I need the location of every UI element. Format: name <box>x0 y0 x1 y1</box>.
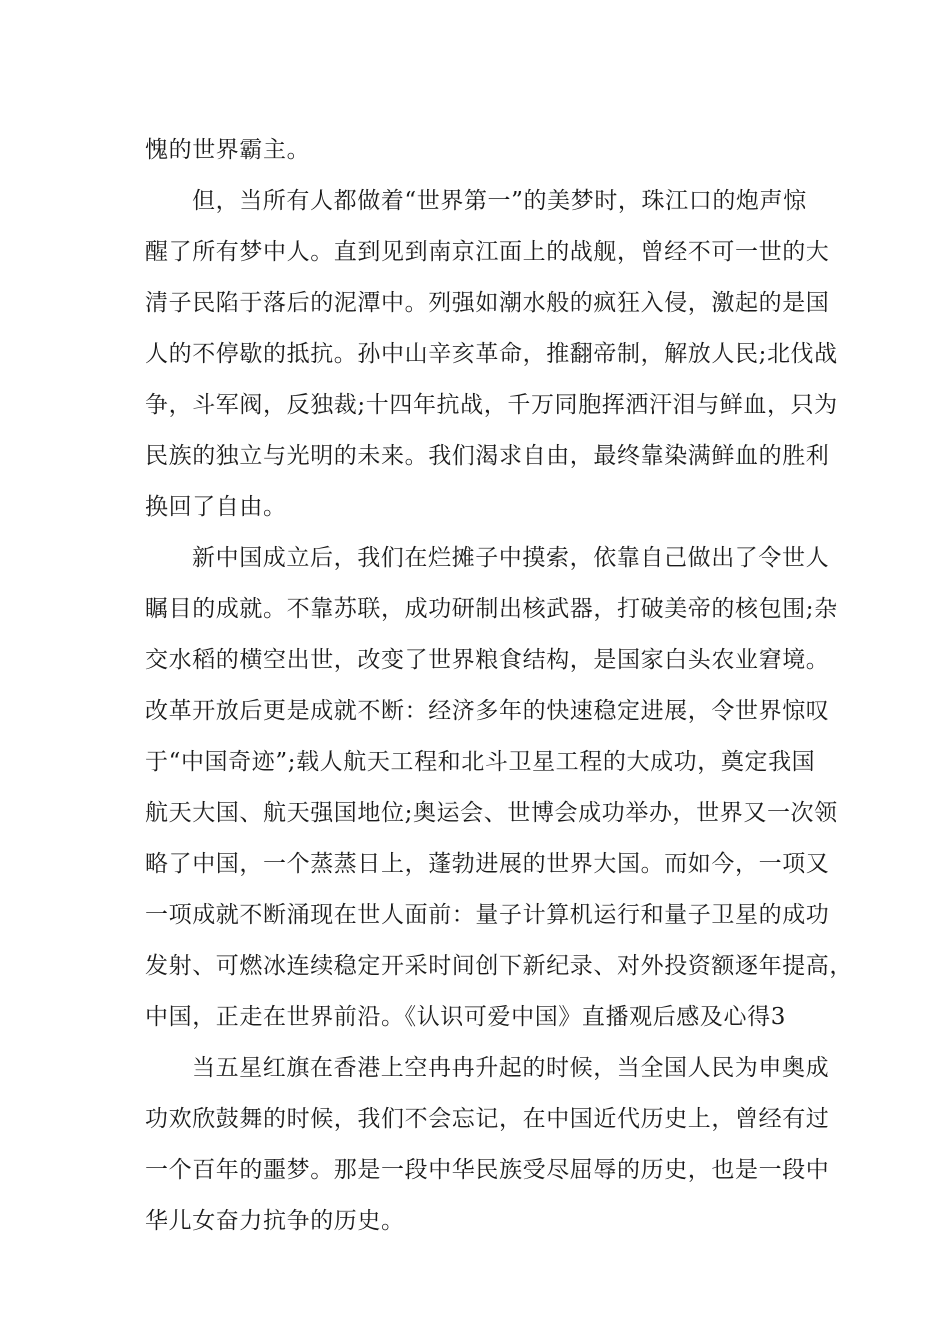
text-line: 人的不停歇的抵抗。孙中山辛亥革命，推翻帝制，解放人民;北伐战 <box>145 341 838 367</box>
text-line: 清子民陷于落后的泥潭中。列强如潮水般的疯狂入侵，激起的是国 <box>145 290 830 316</box>
text-line: 换回了自由。 <box>145 494 287 520</box>
text-line: 争，斗军阀，反独裁;十四年抗战，千万同胞挥洒汗泪与鲜血，只为 <box>145 392 838 418</box>
text-line: 航天大国、航天强国地位;奥运会、世博会成功举办，世界又一次领 <box>145 800 838 826</box>
text-line: 交水稻的横空出世，改变了世界粮食结构，是国家白头农业窘境。 <box>145 647 830 673</box>
text-line: 改革开放后更是成就不断：经济多年的快速稳定进展，令世界惊叹 <box>145 698 830 724</box>
text-line: 瞩目的成就。不靠苏联，成功研制出核武器，打破美帝的核包围;杂 <box>145 596 838 622</box>
text-line: 华儿女奋力抗争的历史。 <box>145 1208 405 1234</box>
text-line: 功欢欣鼓舞的时候，我们不会忘记，在中国近代历史上，曾经有过 <box>145 1106 830 1132</box>
text-line: 一个百年的噩梦。那是一段中华民族受尽屈辱的历史，也是一段中 <box>145 1157 830 1183</box>
text-line: 醒了所有梦中人。直到见到南京江面上的战舰，曾经不可一世的大 <box>145 239 830 265</box>
text-line: 发射、可燃冰连续稳定开采时间创下新纪录、对外投资额逐年提高， <box>145 953 853 979</box>
paragraph-start-line: 新中国成立后，我们在烂摊子中摸索，依靠自己做出了令世人 <box>192 545 830 571</box>
paragraph-start-line: 但，当所有人都做着“世界第一”的美梦时，珠江口的炮声惊 <box>192 188 807 214</box>
text-line: 于“中国奇迹”;载人航天工程和北斗卫星工程的大成功，奠定我国 <box>145 749 816 775</box>
text-line: 中国，正走在世界前沿。《认识可爱中国》直播观后感及心得3 <box>145 1004 786 1030</box>
text-line: 愧的世界霸主。 <box>145 137 311 163</box>
text-line: 略了中国，一个蒸蒸日上，蓬勃进展的世界大国。而如今，一项又 <box>145 851 830 877</box>
text-line: 民族的独立与光明的未来。我们渴求自由，最终靠染满鲜血的胜利 <box>145 443 830 469</box>
text-line: 一项成就不断涌现在世人面前：量子计算机运行和量子卫星的成功 <box>145 902 830 928</box>
paragraph-start-line: 当五星红旗在香港上空冉冉升起的时候，当全国人民为申奥成 <box>192 1055 830 1081</box>
